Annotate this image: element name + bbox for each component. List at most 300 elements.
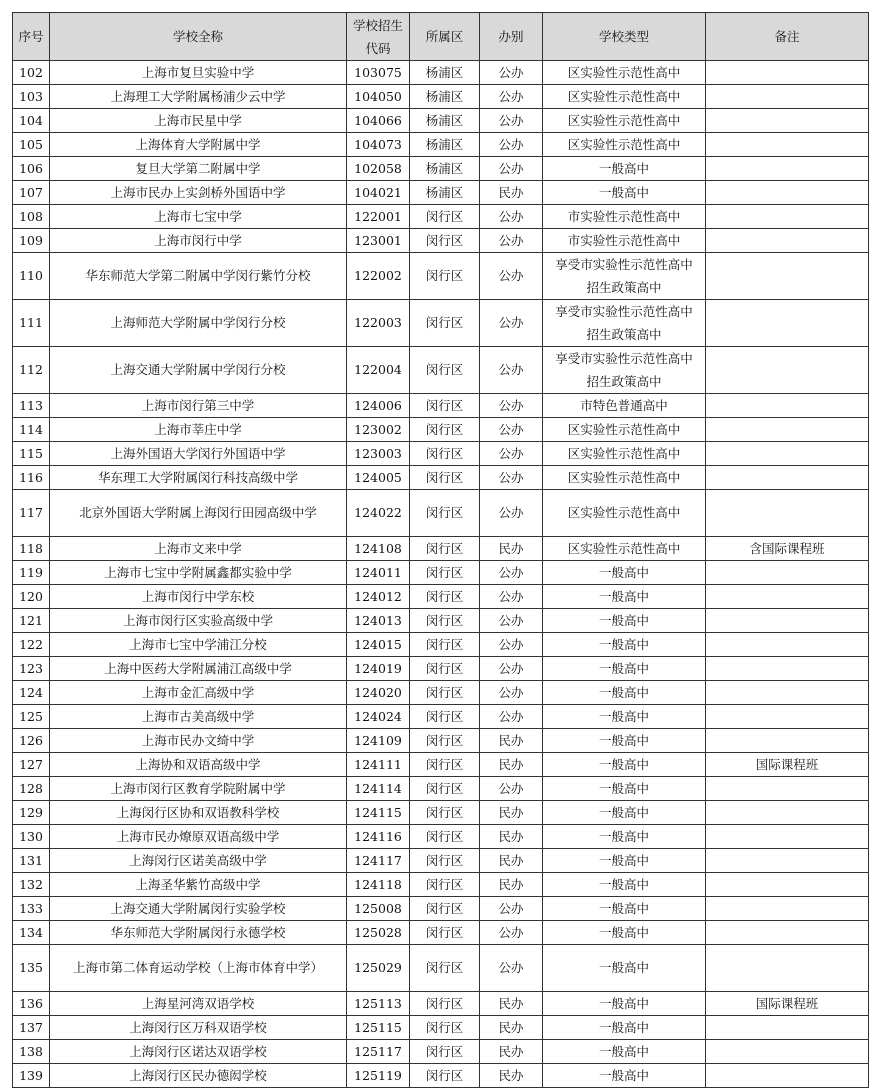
cell-ownership: 民办 bbox=[480, 825, 543, 849]
cell-district: 闵行区 bbox=[410, 537, 480, 561]
cell-type: 一般高中 bbox=[543, 1064, 706, 1088]
cell-index: 115 bbox=[13, 442, 50, 466]
cell-name: 上海市第二体育运动学校（上海市体育中学） bbox=[50, 945, 347, 992]
cell-index: 128 bbox=[13, 777, 50, 801]
cell-type-line2: 招生政策高中 bbox=[586, 280, 662, 295]
table-row bbox=[13, 561, 869, 585]
cell-code: 124118 bbox=[347, 873, 410, 897]
cell-type: 一般高中 bbox=[543, 777, 706, 801]
cell-code: 124117 bbox=[347, 849, 410, 873]
cell-type bbox=[543, 300, 706, 347]
cell-index: 113 bbox=[13, 394, 50, 418]
cell-index: 108 bbox=[13, 205, 50, 229]
cell-code: 122001 bbox=[347, 205, 410, 229]
cell-index: 127 bbox=[13, 753, 50, 777]
cell-index: 124 bbox=[13, 681, 50, 705]
cell-type: 一般高中 bbox=[543, 181, 706, 205]
cell-index: 119 bbox=[13, 561, 50, 585]
cell-type: 一般高中 bbox=[543, 729, 706, 753]
cell-ownership: 公办 bbox=[480, 109, 543, 133]
cell-ownership: 公办 bbox=[480, 157, 543, 181]
cell-index: 112 bbox=[13, 347, 50, 394]
cell-type: 一般高中 bbox=[543, 633, 706, 657]
cell-district: 闵行区 bbox=[410, 753, 480, 777]
cell-district: 杨浦区 bbox=[410, 85, 480, 109]
cell-code: 124111 bbox=[347, 753, 410, 777]
cell-type: 一般高中 bbox=[543, 825, 706, 849]
cell-note: 国际课程班 bbox=[706, 992, 869, 1016]
header-type: 学校类型 bbox=[543, 13, 706, 61]
cell-ownership: 民办 bbox=[480, 992, 543, 1016]
cell-type: 市实验性示范性高中 bbox=[543, 205, 706, 229]
cell-note bbox=[706, 1064, 869, 1088]
cell-index: 129 bbox=[13, 801, 50, 825]
cell-code: 104021 bbox=[347, 181, 410, 205]
table-row bbox=[13, 921, 869, 945]
cell-district: 闵行区 bbox=[410, 394, 480, 418]
cell-ownership: 公办 bbox=[480, 442, 543, 466]
cell-code: 124115 bbox=[347, 801, 410, 825]
header-name: 学校全称 bbox=[50, 13, 347, 61]
cell-index: 135 bbox=[13, 945, 50, 992]
cell-name: 上海交通大学附属闵行实验学校 bbox=[50, 897, 347, 921]
header-code: 学校招生代码 bbox=[347, 13, 410, 61]
cell-index: 102 bbox=[13, 61, 50, 85]
cell-note bbox=[706, 85, 869, 109]
cell-index: 105 bbox=[13, 133, 50, 157]
cell-type: 区实验性示范性高中 bbox=[543, 442, 706, 466]
cell-note bbox=[706, 777, 869, 801]
cell-name: 上海协和双语高级中学 bbox=[50, 753, 347, 777]
cell-type: 一般高中 bbox=[543, 705, 706, 729]
cell-index: 138 bbox=[13, 1040, 50, 1064]
cell-note bbox=[706, 561, 869, 585]
cell-name: 上海市闵行中学东校 bbox=[50, 585, 347, 609]
cell-district: 杨浦区 bbox=[410, 133, 480, 157]
table-row bbox=[13, 777, 869, 801]
cell-type bbox=[543, 253, 706, 300]
cell-ownership: 公办 bbox=[480, 897, 543, 921]
table-row bbox=[13, 347, 869, 394]
cell-name: 上海闵行区万科双语学校 bbox=[50, 1016, 347, 1040]
cell-code: 125113 bbox=[347, 992, 410, 1016]
cell-code: 122002 bbox=[347, 253, 410, 300]
cell-note: 含国际课程班 bbox=[706, 537, 869, 561]
cell-note bbox=[706, 849, 869, 873]
cell-note bbox=[706, 921, 869, 945]
cell-code: 124006 bbox=[347, 394, 410, 418]
table-row bbox=[13, 849, 869, 873]
table-row bbox=[13, 897, 869, 921]
cell-district: 闵行区 bbox=[410, 945, 480, 992]
cell-name: 上海外国语大学闵行外国语中学 bbox=[50, 442, 347, 466]
cell-note bbox=[706, 490, 869, 537]
table-row bbox=[13, 681, 869, 705]
cell-type: 一般高中 bbox=[543, 1040, 706, 1064]
cell-index: 125 bbox=[13, 705, 50, 729]
table-row bbox=[13, 442, 869, 466]
cell-note: 国际课程班 bbox=[706, 753, 869, 777]
cell-ownership: 公办 bbox=[480, 681, 543, 705]
cell-type: 一般高中 bbox=[543, 585, 706, 609]
cell-note bbox=[706, 801, 869, 825]
cell-district: 闵行区 bbox=[410, 801, 480, 825]
cell-district: 闵行区 bbox=[410, 442, 480, 466]
cell-note bbox=[706, 61, 869, 85]
cell-note bbox=[706, 205, 869, 229]
cell-district: 闵行区 bbox=[410, 921, 480, 945]
table-row bbox=[13, 61, 869, 85]
cell-name: 华东理工大学附属闵行科技高级中学 bbox=[50, 466, 347, 490]
cell-index: 104 bbox=[13, 109, 50, 133]
cell-index: 110 bbox=[13, 253, 50, 300]
cell-code: 124019 bbox=[347, 657, 410, 681]
cell-district: 闵行区 bbox=[410, 300, 480, 347]
cell-note bbox=[706, 133, 869, 157]
cell-note bbox=[706, 229, 869, 253]
cell-code: 124011 bbox=[347, 561, 410, 585]
cell-name: 上海市古美高级中学 bbox=[50, 705, 347, 729]
cell-type-line2: 招生政策高中 bbox=[586, 327, 662, 342]
cell-ownership: 民办 bbox=[480, 801, 543, 825]
cell-name: 上海市七宝中学附属鑫都实验中学 bbox=[50, 561, 347, 585]
cell-index: 132 bbox=[13, 873, 50, 897]
header-ownership: 办别 bbox=[480, 13, 543, 61]
cell-index: 103 bbox=[13, 85, 50, 109]
cell-index: 106 bbox=[13, 157, 50, 181]
cell-district: 闵行区 bbox=[410, 1040, 480, 1064]
cell-ownership: 民办 bbox=[480, 1064, 543, 1088]
cell-code: 125008 bbox=[347, 897, 410, 921]
cell-code: 124109 bbox=[347, 729, 410, 753]
cell-index: 137 bbox=[13, 1016, 50, 1040]
cell-ownership: 公办 bbox=[480, 205, 543, 229]
cell-district: 闵行区 bbox=[410, 681, 480, 705]
cell-type-line2: 招生政策高中 bbox=[586, 374, 662, 389]
header-note: 备注 bbox=[706, 13, 869, 61]
cell-ownership: 民办 bbox=[480, 1040, 543, 1064]
cell-district: 闵行区 bbox=[410, 633, 480, 657]
cell-note bbox=[706, 609, 869, 633]
cell-ownership: 公办 bbox=[480, 85, 543, 109]
cell-code: 104073 bbox=[347, 133, 410, 157]
cell-code: 123003 bbox=[347, 442, 410, 466]
cell-index: 107 bbox=[13, 181, 50, 205]
cell-code: 123001 bbox=[347, 229, 410, 253]
cell-note bbox=[706, 157, 869, 181]
table-row bbox=[13, 609, 869, 633]
table-row bbox=[13, 945, 869, 992]
cell-ownership: 公办 bbox=[480, 253, 543, 300]
cell-type: 区实验性示范性高中 bbox=[543, 466, 706, 490]
cell-code: 103075 bbox=[347, 61, 410, 85]
cell-note bbox=[706, 681, 869, 705]
cell-type: 区实验性示范性高中 bbox=[543, 109, 706, 133]
cell-type: 一般高中 bbox=[543, 945, 706, 992]
cell-district: 闵行区 bbox=[410, 873, 480, 897]
cell-district: 闵行区 bbox=[410, 897, 480, 921]
cell-name: 北京外国语大学附属上海闵行田园高级中学 bbox=[50, 490, 347, 537]
table-row bbox=[13, 1064, 869, 1088]
cell-note bbox=[706, 347, 869, 394]
cell-code: 124013 bbox=[347, 609, 410, 633]
cell-district: 闵行区 bbox=[410, 1064, 480, 1088]
cell-note bbox=[706, 300, 869, 347]
cell-name: 上海市七宝中学浦江分校 bbox=[50, 633, 347, 657]
cell-code: 104066 bbox=[347, 109, 410, 133]
cell-ownership: 民办 bbox=[480, 181, 543, 205]
cell-ownership: 公办 bbox=[480, 229, 543, 253]
cell-name: 上海交通大学附属中学闵行分校 bbox=[50, 347, 347, 394]
cell-type: 一般高中 bbox=[543, 873, 706, 897]
cell-name: 上海市闵行第三中学 bbox=[50, 394, 347, 418]
cell-district: 闵行区 bbox=[410, 825, 480, 849]
cell-note bbox=[706, 442, 869, 466]
cell-code: 124020 bbox=[347, 681, 410, 705]
cell-index: 139 bbox=[13, 1064, 50, 1088]
cell-note bbox=[706, 181, 869, 205]
cell-district: 闵行区 bbox=[410, 561, 480, 585]
cell-code: 123002 bbox=[347, 418, 410, 442]
cell-note bbox=[706, 873, 869, 897]
cell-type: 一般高中 bbox=[543, 681, 706, 705]
header-index: 序号 bbox=[13, 13, 50, 61]
cell-note bbox=[706, 657, 869, 681]
table-row bbox=[13, 109, 869, 133]
table-row bbox=[13, 801, 869, 825]
cell-type: 区实验性示范性高中 bbox=[543, 85, 706, 109]
cell-name: 复旦大学第二附属中学 bbox=[50, 157, 347, 181]
table-row bbox=[13, 205, 869, 229]
table-row bbox=[13, 490, 869, 537]
cell-name: 上海市文来中学 bbox=[50, 537, 347, 561]
cell-name: 华东师范大学附属闵行永德学校 bbox=[50, 921, 347, 945]
table-row bbox=[13, 729, 869, 753]
cell-ownership: 公办 bbox=[480, 705, 543, 729]
table-row bbox=[13, 585, 869, 609]
table-row bbox=[13, 181, 869, 205]
cell-type: 市特色普通高中 bbox=[543, 394, 706, 418]
cell-district: 闵行区 bbox=[410, 229, 480, 253]
cell-type: 一般高中 bbox=[543, 921, 706, 945]
cell-note bbox=[706, 394, 869, 418]
cell-note bbox=[706, 897, 869, 921]
table-body bbox=[13, 61, 869, 1088]
cell-note bbox=[706, 633, 869, 657]
cell-code: 124108 bbox=[347, 537, 410, 561]
cell-type: 一般高中 bbox=[543, 849, 706, 873]
cell-note bbox=[706, 945, 869, 992]
cell-ownership: 民办 bbox=[480, 849, 543, 873]
school-table bbox=[12, 12, 869, 1088]
table-row bbox=[13, 229, 869, 253]
cell-index: 123 bbox=[13, 657, 50, 681]
table-row bbox=[13, 657, 869, 681]
cell-district: 闵行区 bbox=[410, 418, 480, 442]
cell-code: 104050 bbox=[347, 85, 410, 109]
table-row bbox=[13, 1016, 869, 1040]
cell-ownership: 公办 bbox=[480, 657, 543, 681]
cell-district: 闵行区 bbox=[410, 609, 480, 633]
table-header-row bbox=[13, 13, 869, 61]
cell-name: 上海市复旦实验中学 bbox=[50, 61, 347, 85]
table-row bbox=[13, 753, 869, 777]
cell-type: 一般高中 bbox=[543, 609, 706, 633]
cell-type: 一般高中 bbox=[543, 897, 706, 921]
cell-index: 136 bbox=[13, 992, 50, 1016]
cell-name: 上海市民星中学 bbox=[50, 109, 347, 133]
cell-district: 闵行区 bbox=[410, 347, 480, 394]
cell-name: 上海市莘庄中学 bbox=[50, 418, 347, 442]
cell-type: 区实验性示范性高中 bbox=[543, 537, 706, 561]
cell-ownership: 公办 bbox=[480, 418, 543, 442]
cell-note bbox=[706, 1016, 869, 1040]
table-row bbox=[13, 253, 869, 300]
cell-district: 闵行区 bbox=[410, 490, 480, 537]
cell-ownership: 民办 bbox=[480, 753, 543, 777]
cell-index: 126 bbox=[13, 729, 50, 753]
cell-note bbox=[706, 253, 869, 300]
cell-name: 上海闵行区诺美高级中学 bbox=[50, 849, 347, 873]
cell-ownership: 公办 bbox=[480, 466, 543, 490]
cell-name: 上海市民办燎原双语高级中学 bbox=[50, 825, 347, 849]
cell-district: 闵行区 bbox=[410, 992, 480, 1016]
cell-ownership: 公办 bbox=[480, 777, 543, 801]
cell-index: 134 bbox=[13, 921, 50, 945]
cell-type: 一般高中 bbox=[543, 801, 706, 825]
cell-type: 区实验性示范性高中 bbox=[543, 133, 706, 157]
cell-index: 121 bbox=[13, 609, 50, 633]
cell-code: 102058 bbox=[347, 157, 410, 181]
cell-name: 上海体育大学附属中学 bbox=[50, 133, 347, 157]
cell-district: 闵行区 bbox=[410, 253, 480, 300]
cell-district: 闵行区 bbox=[410, 849, 480, 873]
table-row bbox=[13, 394, 869, 418]
cell-code: 122004 bbox=[347, 347, 410, 394]
cell-district: 闵行区 bbox=[410, 729, 480, 753]
cell-ownership: 公办 bbox=[480, 394, 543, 418]
table-row bbox=[13, 705, 869, 729]
cell-type: 一般高中 bbox=[543, 992, 706, 1016]
cell-note bbox=[706, 705, 869, 729]
cell-ownership: 公办 bbox=[480, 921, 543, 945]
cell-name: 上海中医药大学附属浦江高级中学 bbox=[50, 657, 347, 681]
cell-name: 上海师范大学附属中学闵行分校 bbox=[50, 300, 347, 347]
cell-note bbox=[706, 109, 869, 133]
cell-name: 上海星河湾双语学校 bbox=[50, 992, 347, 1016]
table-row bbox=[13, 466, 869, 490]
cell-type: 区实验性示范性高中 bbox=[543, 490, 706, 537]
cell-name: 上海闵行区诺达双语学校 bbox=[50, 1040, 347, 1064]
cell-index: 116 bbox=[13, 466, 50, 490]
cell-type-line1: 享受市实验性示范性高中 bbox=[555, 257, 693, 272]
table-row bbox=[13, 825, 869, 849]
cell-note bbox=[706, 825, 869, 849]
school-list-document bbox=[12, 12, 868, 1088]
table-row bbox=[13, 1040, 869, 1064]
cell-district: 闵行区 bbox=[410, 585, 480, 609]
cell-index: 131 bbox=[13, 849, 50, 873]
cell-ownership: 公办 bbox=[480, 300, 543, 347]
cell-note bbox=[706, 729, 869, 753]
cell-code: 122003 bbox=[347, 300, 410, 347]
table-row bbox=[13, 157, 869, 181]
cell-name: 上海理工大学附属杨浦少云中学 bbox=[50, 85, 347, 109]
cell-name: 华东师范大学第二附属中学闵行紫竹分校 bbox=[50, 253, 347, 300]
cell-code: 124005 bbox=[347, 466, 410, 490]
table-row bbox=[13, 300, 869, 347]
cell-ownership: 公办 bbox=[480, 945, 543, 992]
cell-type: 市实验性示范性高中 bbox=[543, 229, 706, 253]
cell-type: 一般高中 bbox=[543, 753, 706, 777]
cell-type: 一般高中 bbox=[543, 657, 706, 681]
cell-name: 上海市民办上实剑桥外国语中学 bbox=[50, 181, 347, 205]
cell-code: 124012 bbox=[347, 585, 410, 609]
cell-district: 闵行区 bbox=[410, 705, 480, 729]
cell-district: 闵行区 bbox=[410, 466, 480, 490]
cell-ownership: 民办 bbox=[480, 873, 543, 897]
cell-index: 120 bbox=[13, 585, 50, 609]
table-row bbox=[13, 873, 869, 897]
cell-district: 闵行区 bbox=[410, 1016, 480, 1040]
cell-district: 闵行区 bbox=[410, 777, 480, 801]
cell-index: 114 bbox=[13, 418, 50, 442]
header-district: 所属区 bbox=[410, 13, 480, 61]
cell-note bbox=[706, 585, 869, 609]
cell-name: 上海市七宝中学 bbox=[50, 205, 347, 229]
cell-type-line1: 享受市实验性示范性高中 bbox=[555, 351, 693, 366]
cell-index: 111 bbox=[13, 300, 50, 347]
cell-code: 125119 bbox=[347, 1064, 410, 1088]
cell-district: 杨浦区 bbox=[410, 109, 480, 133]
table-row bbox=[13, 633, 869, 657]
cell-ownership: 公办 bbox=[480, 561, 543, 585]
table-row bbox=[13, 133, 869, 157]
cell-code: 125028 bbox=[347, 921, 410, 945]
cell-ownership: 公办 bbox=[480, 633, 543, 657]
cell-name: 上海闵行区民办德闳学校 bbox=[50, 1064, 347, 1088]
cell-name: 上海市闵行区实验高级中学 bbox=[50, 609, 347, 633]
cell-index: 122 bbox=[13, 633, 50, 657]
cell-code: 124024 bbox=[347, 705, 410, 729]
cell-code: 125029 bbox=[347, 945, 410, 992]
cell-name: 上海市闵行区教育学院附属中学 bbox=[50, 777, 347, 801]
cell-index: 133 bbox=[13, 897, 50, 921]
cell-type: 一般高中 bbox=[543, 1016, 706, 1040]
cell-name: 上海市民办文绮中学 bbox=[50, 729, 347, 753]
cell-district: 闵行区 bbox=[410, 657, 480, 681]
table-row bbox=[13, 85, 869, 109]
cell-type: 一般高中 bbox=[543, 157, 706, 181]
cell-type: 区实验性示范性高中 bbox=[543, 418, 706, 442]
cell-note bbox=[706, 466, 869, 490]
cell-note bbox=[706, 418, 869, 442]
cell-index: 130 bbox=[13, 825, 50, 849]
cell-ownership: 公办 bbox=[480, 133, 543, 157]
cell-ownership: 民办 bbox=[480, 729, 543, 753]
table-row bbox=[13, 992, 869, 1016]
cell-code: 124116 bbox=[347, 825, 410, 849]
cell-ownership: 公办 bbox=[480, 609, 543, 633]
cell-name: 上海闵行区协和双语教科学校 bbox=[50, 801, 347, 825]
cell-district: 闵行区 bbox=[410, 205, 480, 229]
cell-ownership: 民办 bbox=[480, 537, 543, 561]
cell-index: 118 bbox=[13, 537, 50, 561]
cell-district: 杨浦区 bbox=[410, 181, 480, 205]
cell-ownership: 民办 bbox=[480, 1016, 543, 1040]
cell-ownership: 公办 bbox=[480, 585, 543, 609]
cell-index: 117 bbox=[13, 490, 50, 537]
